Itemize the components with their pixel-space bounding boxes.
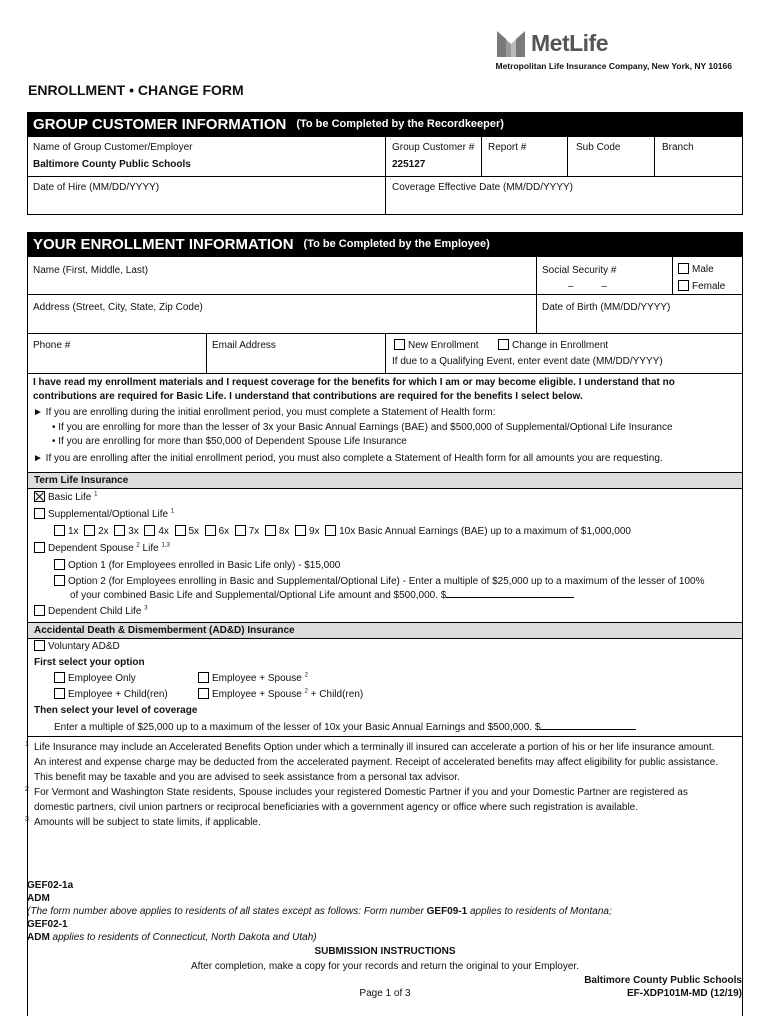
term-life-header: Term Life Insurance <box>28 472 742 489</box>
spouse-life-option[interactable] <box>34 542 170 554</box>
branch-label: Branch <box>662 142 694 153</box>
employee-only-option[interactable] <box>54 672 136 684</box>
statement-line-4: • If you are enrolling for more than the lesser of 3x your Basic Annual Earnings (BAE) and $500,000 of Supplemental/Optional Life Insurance <box>52 422 673 433</box>
footnote-1-number: 1 <box>25 741 29 748</box>
supp-life-checkbox[interactable] <box>34 508 45 519</box>
multiple-checkbox[interactable] <box>235 525 246 536</box>
form-code-2: ADM <box>27 893 50 904</box>
multiple-label: 2x <box>98 526 109 537</box>
multiple-label: 4x <box>158 526 169 537</box>
multiple-2x[interactable] <box>84 526 109 537</box>
statement-line-3: ► If you are enrolling during the initial enrollment period, you must complete a Statement of Health form: <box>33 407 496 418</box>
voluntary-add-label: Voluntary AD&D <box>48 641 120 652</box>
spouse-option-1-checkbox[interactable] <box>54 559 65 570</box>
multiple-label: 10x Basic Annual Earnings (BAE) up to a maximum of $1,000,000 <box>339 526 631 537</box>
footnote-2-line-a: For Vermont and Washington State residents, Spouse includes your registered Domestic Partner if you and your Domestic Partner are registered as <box>34 787 688 798</box>
address-label: Address (Street, City, State, Zip Code) <box>33 302 203 313</box>
form-code-1: GEF02-1a <box>27 880 74 891</box>
spouse-option-2-checkbox[interactable] <box>54 575 65 586</box>
multiple-label: 1x <box>68 526 79 537</box>
form-note-line-2 <box>27 932 317 943</box>
multiple-checkbox[interactable] <box>144 525 155 536</box>
multiple-1x[interactable] <box>54 526 79 537</box>
subcode-label: Sub Code <box>576 142 621 153</box>
employee-spouse-child-tail: + Child(ren) <box>307 689 364 700</box>
multiple-label: 7x <box>248 526 260 537</box>
submission-title: SUBMISSION INSTRUCTIONS <box>314 946 456 957</box>
female-checkbox[interactable] <box>678 280 689 291</box>
multiple-10x[interactable] <box>325 526 631 537</box>
dob-label: Date of Birth (MM/DD/YYYY) <box>542 302 671 313</box>
group-info-box <box>27 136 743 215</box>
female-option[interactable] <box>678 280 725 292</box>
multiple-4x[interactable] <box>144 526 169 537</box>
spouse-option-2-amount <box>70 589 574 601</box>
multiple-6x[interactable] <box>205 526 230 537</box>
add-amount-label: Enter a multiple of $25,000 up to a maximum of the lesser of 10x your Basic Annual Earnings and $500,000. $ <box>54 722 541 733</box>
form-code: EF-XDP101M-MD (12/19) <box>626 988 742 999</box>
spouse-life-footnote: 1,3 <box>161 542 170 549</box>
group-name-label: Name of Group Customer/Employer <box>33 142 193 153</box>
metlife-logo <box>497 30 608 57</box>
basic-life-footnote: 1 <box>94 491 98 498</box>
email-label: Email Address <box>212 340 276 351</box>
spouse-option-1-label: Option 1 (for Employees enrolled in Basic Life only) - $15,000 <box>68 560 341 571</box>
group-section-subtitle: (To be Completed by the Recordkeeper) <box>296 118 504 130</box>
group-section-header <box>27 112 743 136</box>
group-section-title: GROUP CUSTOMER INFORMATION <box>33 115 287 133</box>
basic-life-checkbox[interactable] <box>34 491 45 502</box>
employee-spouse-option[interactable] <box>198 672 308 684</box>
company-address: Metropolitan Life Insurance Company, New York, NY 10166 <box>495 61 732 71</box>
multiple-label: 3x <box>128 526 139 537</box>
change-enrollment-checkbox[interactable] <box>498 339 509 350</box>
spouse-label: Dependent Spouse <box>48 543 134 554</box>
enroll-section-subtitle: (To be Completed by the Employee) <box>303 238 490 250</box>
form-title: ENROLLMENT • CHANGE FORM <box>28 82 244 98</box>
page-number: Page 1 of 3 <box>359 988 411 999</box>
basic-life-label: Basic Life <box>48 492 92 503</box>
voluntary-add-option[interactable] <box>34 640 120 652</box>
supp-life-option[interactable] <box>34 508 174 520</box>
coverage-date-label: Coverage Effective Date (MM/DD/YYYY) <box>392 182 573 193</box>
report-label: Report # <box>488 142 527 153</box>
employee-spouse-checkbox[interactable] <box>198 672 209 683</box>
employee-spouse-footnote: 2 <box>304 672 308 679</box>
multiple-5x[interactable] <box>175 526 200 537</box>
employee-only-label: Employee Only <box>68 673 136 684</box>
multiple-7x[interactable] <box>235 526 260 537</box>
footnote-1-line-c: This benefit may be taxable and you are advised to seek assistance from a personal tax advisor. <box>34 772 460 783</box>
spouse-amount-field[interactable] <box>446 589 574 598</box>
metlife-logo-icon <box>497 31 525 57</box>
child-life-option[interactable] <box>34 605 148 617</box>
multiple-label: 8x <box>278 526 290 537</box>
form-note-b: GEF09-1 <box>426 906 468 917</box>
employee-only-checkbox[interactable] <box>54 672 65 683</box>
statement-line-5: • If you are enrolling for more than $50,000 of Dependent Spouse Life Insurance <box>52 436 407 447</box>
multiple-checkbox[interactable] <box>205 525 216 536</box>
voluntary-add-checkbox[interactable] <box>34 640 45 651</box>
new-enrollment-checkbox[interactable] <box>394 339 405 350</box>
new-enrollment-label: New Enrollment <box>408 340 479 351</box>
multiple-9x[interactable] <box>295 526 320 537</box>
female-label: Female <box>692 281 726 292</box>
first-select-label: First select your option <box>34 657 145 668</box>
footnote-2-line-b: domestic partners, civil union partners or reciprocal beneficiaries with a government agency or office where such registration is available. <box>34 802 638 813</box>
spouse-option-2[interactable] <box>54 575 704 587</box>
spouse-life-checkbox[interactable] <box>34 542 45 553</box>
spouse-option-2-amount-label: of your combined Basic Life and Supplemental/Optional Life amount and $500,000. $ <box>70 590 447 601</box>
group-number-label: Group Customer # <box>392 142 475 153</box>
male-checkbox[interactable] <box>678 263 689 274</box>
employee-child-option[interactable] <box>54 688 168 700</box>
employee-child-label: Employee + Child(ren) <box>68 689 168 700</box>
submission-text: After completion, make a copy for your records and return the original to your Employer. <box>191 961 579 972</box>
male-label: Male <box>692 264 714 275</box>
supp-life-footnote: 1 <box>170 508 175 515</box>
employee-spouse-child-checkbox[interactable] <box>198 688 209 699</box>
employee-spouse-child-option[interactable] <box>198 688 363 700</box>
employee-spouse-child-footnote: 2 <box>304 688 308 695</box>
group-number-value[interactable]: 225127 <box>392 159 426 170</box>
multiple-label: 9x <box>309 526 320 537</box>
group-name-value[interactable]: Baltimore County Public Schools <box>33 159 191 170</box>
enroll-section-title: YOUR ENROLLMENT INFORMATION <box>33 235 294 253</box>
child-life-footnote: 3 <box>144 605 148 612</box>
child-life-checkbox[interactable] <box>34 605 45 616</box>
form-note-a: (The form number above applies to residents of all states except as follows: Form number <box>27 906 427 917</box>
basic-life-option[interactable] <box>34 491 97 503</box>
multiple-checkbox[interactable] <box>114 525 125 536</box>
logo-text: MetLife <box>531 30 608 56</box>
add-header: Accidental Death & Dismemberment (AD&D) Insurance <box>28 622 742 639</box>
then-select-label: Then select your level of coverage <box>34 705 198 716</box>
footnote-3-number: 3 <box>25 816 29 823</box>
add-amount-field[interactable] <box>540 721 636 730</box>
event-date-label: If due to a Qualifying Event, enter event date (MM/DD/YYYY) <box>392 356 663 367</box>
employee-child-checkbox[interactable] <box>54 688 65 699</box>
spouse-footnote: 2 <box>136 542 140 549</box>
multiple-checkbox[interactable] <box>84 525 95 536</box>
multiple-8x[interactable] <box>265 526 290 537</box>
new-enrollment-option[interactable] <box>394 339 479 351</box>
statement-line-2: contributions are required for Basic Life. I understand that contributions are required for the benefits I select below. <box>33 391 583 402</box>
footnote-1-line-b: An interest and expense charge may be deducted from the accelerated payment. Receipt of accelerated benefits may affect eligibility for public assistance. <box>34 757 719 768</box>
phone-label: Phone # <box>33 340 71 351</box>
multiple-checkbox[interactable] <box>175 525 186 536</box>
statement-line-1: I have read my enrollment materials and I request coverage for the benefits for which I am or may become eligible. I understand that no <box>33 377 675 388</box>
form-code-3: GEF02-1 <box>27 919 68 930</box>
form-note-d: applies to residents of Connecticut, North Dakota and Utah) <box>49 932 317 943</box>
multiple-checkbox[interactable] <box>295 525 306 536</box>
form-note-c: applies to residents of Montana; <box>467 906 612 917</box>
enroll-section-header <box>27 232 743 256</box>
footnote-1-line-a: Life Insurance may include an Accelerated Benefits Option under which a terminally ill insured can accelerate a portion of his or her life insurance amount. <box>34 742 715 753</box>
ssn-label: Social Security # <box>542 265 617 276</box>
form-note-line-1 <box>27 906 612 917</box>
form-code-4: ADM <box>27 932 50 943</box>
change-enrollment-label: Change in Enrollment <box>512 340 609 351</box>
add-amount-row <box>54 721 636 733</box>
ssn-dashes: – – <box>568 281 607 292</box>
male-option[interactable] <box>678 263 714 275</box>
multiple-checkbox[interactable] <box>265 525 276 536</box>
hire-date-label: Date of Hire (MM/DD/YYYY) <box>33 182 160 193</box>
footnote-2-number: 2 <box>25 786 29 793</box>
employee-spouse-label: Employee + Spouse <box>212 673 302 684</box>
multiple-checkbox[interactable] <box>54 525 65 536</box>
child-life-label: Dependent Child Life <box>48 606 142 617</box>
statement-line-6: ► If you are enrolling after the initial enrollment period, you must also complete a Statement of Health form for all amounts you are requesting. <box>33 453 663 464</box>
multiple-label: 5x <box>188 526 200 537</box>
multiple-label: 6x <box>218 526 230 537</box>
employee-spouse-child-label: Employee + Spouse <box>212 689 302 700</box>
multiple-row <box>54 525 631 537</box>
enroll-box <box>27 256 743 1016</box>
change-enrollment-option[interactable] <box>498 339 608 351</box>
footnote-3-line-a: Amounts will be subject to state limits, if applicable. <box>34 817 261 828</box>
spouse-option-2-label: Option 2 (for Employees enrolling in Basic and Supplemental/Optional Life) - Enter a multiple of $25,000 up to a maximum of the lesser of 100% <box>68 576 705 587</box>
name-label: Name (First, Middle, Last) <box>33 265 149 276</box>
spouse-option-1[interactable] <box>54 559 340 571</box>
spouse-life-label: Life <box>142 543 159 554</box>
supp-life-label: Supplemental/Optional Life <box>48 509 169 520</box>
multiple-3x[interactable] <box>114 526 139 537</box>
footer-customer: Baltimore County Public Schools <box>584 975 742 986</box>
multiple-checkbox[interactable] <box>325 525 336 536</box>
